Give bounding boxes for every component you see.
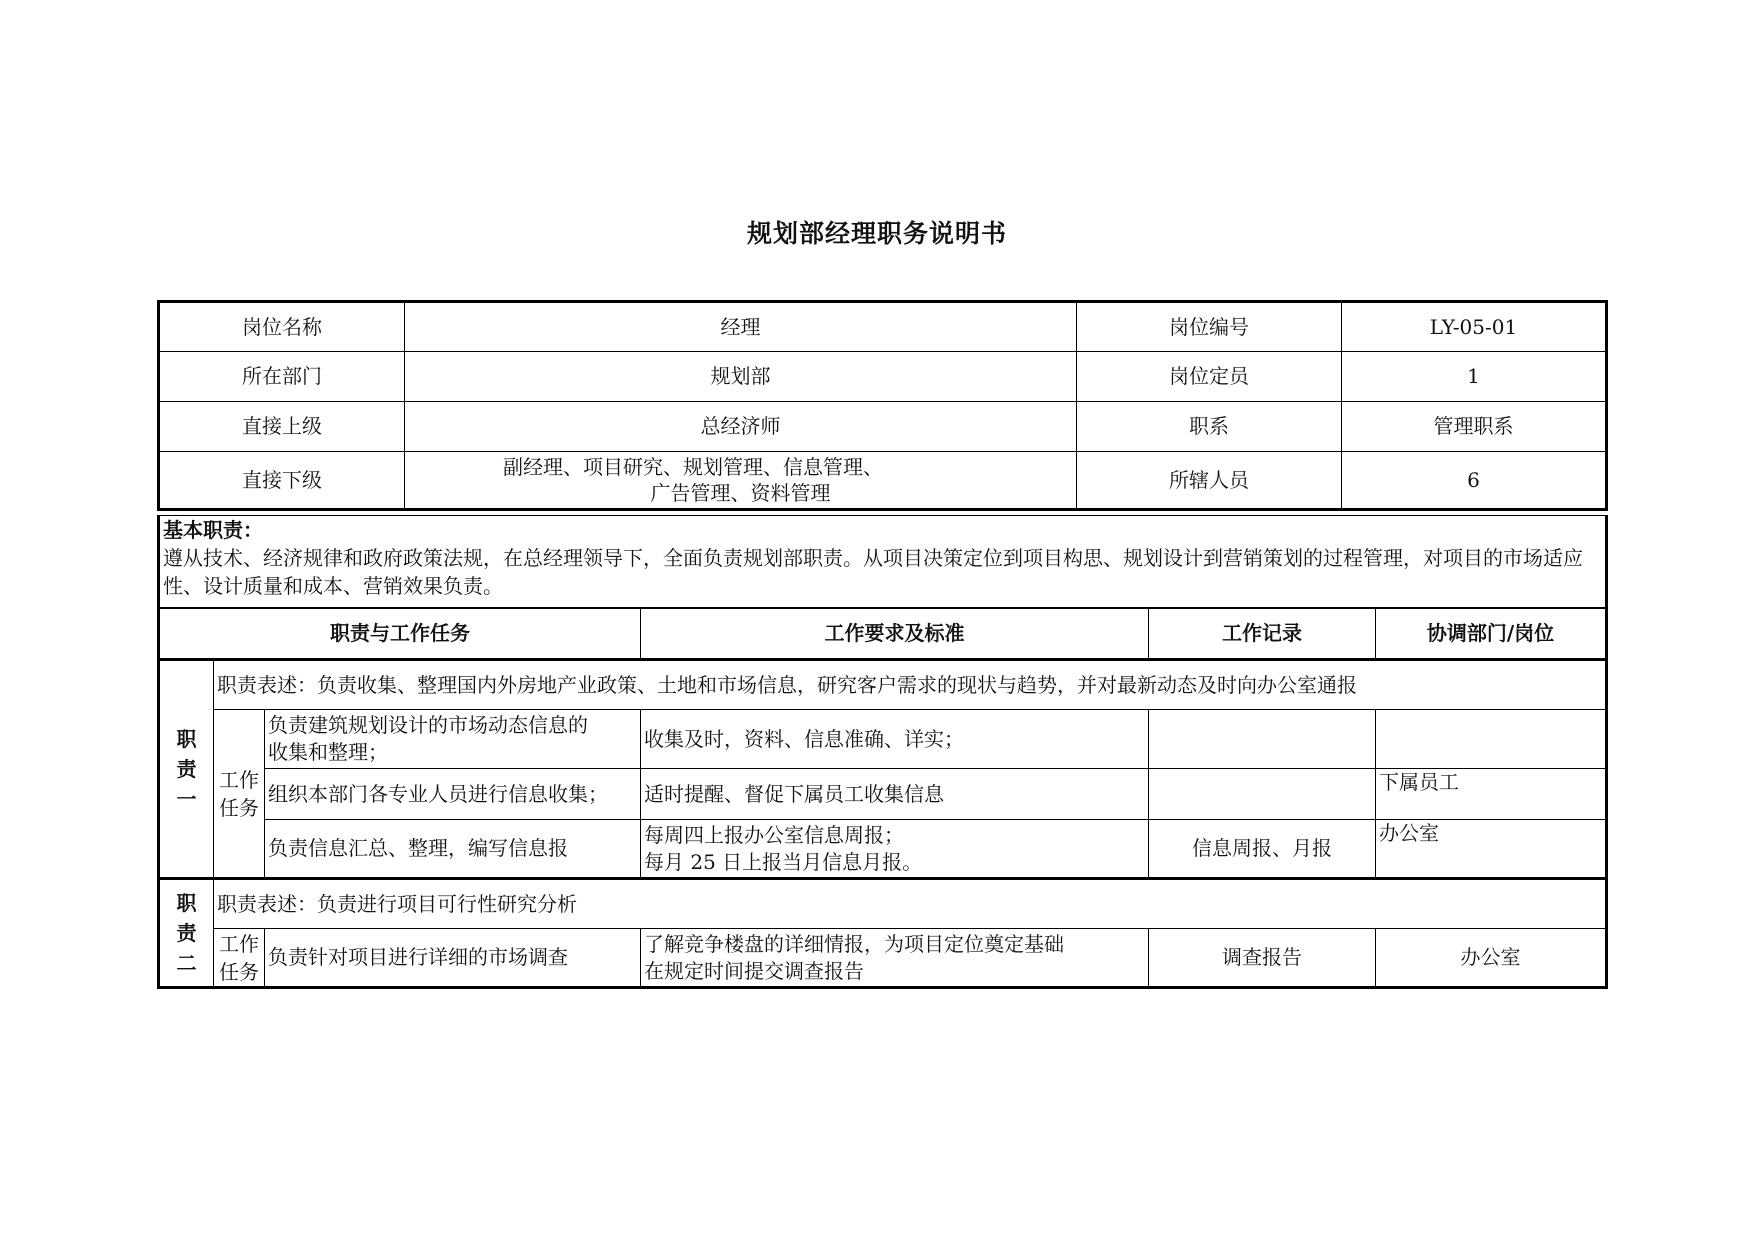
- task-cell: [265, 710, 641, 769]
- task-row: [159, 710, 1607, 769]
- info-label: 岗位名称: [159, 302, 405, 352]
- requirement-cell: 适时提醒、督促下属员工收集信息: [641, 769, 1149, 820]
- duty1-label: [159, 660, 214, 879]
- duty-char: 职: [176, 891, 197, 915]
- info-value: 经理: [405, 302, 1077, 352]
- info-label: 直接下级: [159, 452, 405, 510]
- info-value: LY-05-01: [1342, 302, 1607, 352]
- record-cell: 调查报告: [1149, 929, 1376, 988]
- info-label: 岗位编号: [1077, 302, 1342, 352]
- task-row: [159, 820, 1607, 879]
- task-cell: 负责针对项目进行详细的市场调查: [265, 929, 641, 988]
- requirement-cell: 收集及时，资料、信息准确、详实；: [641, 710, 1149, 769]
- info-value: 管理职系: [1342, 402, 1607, 452]
- task-text: 负责建筑规划设计的市场动态信息的: [268, 713, 588, 737]
- duties-table: [157, 515, 1608, 989]
- task-label: [214, 929, 265, 988]
- coordination-cell: [1376, 710, 1607, 769]
- info-value: 规划部: [405, 352, 1077, 402]
- position-info-table: [157, 300, 1608, 511]
- task-label-line: 工作: [219, 931, 259, 956]
- info-value: 6: [1342, 452, 1607, 510]
- task-cell: 负责信息汇总、整理，编写信息报: [265, 820, 641, 879]
- requirement-cell: [641, 820, 1149, 879]
- duty1-statement: 职责表述：负责收集、整理国内外房地产业政策、土地和市场信息，研究客户需求的现状与趋势，并对最新动态及时向办公室通报: [214, 660, 1607, 710]
- record-cell: [1149, 769, 1376, 820]
- duty-char: 责: [176, 757, 197, 781]
- duty2-statement: 职责表述：负责进行项目可行性研究分析: [214, 879, 1607, 929]
- requirement-text: 每月 25 日上报当月信息月报。: [644, 849, 923, 874]
- task-row: [159, 929, 1607, 988]
- info-row: [159, 402, 1607, 452]
- task-cell: 组织本部门各专业人员进行信息收集；: [265, 769, 641, 820]
- record-cell: [1149, 710, 1376, 769]
- task-label: [214, 710, 265, 879]
- header-requirements: 工作要求及标准: [641, 608, 1149, 660]
- info-row: [159, 352, 1607, 402]
- duty2-statement-row: [159, 879, 1607, 929]
- column-header-row: [159, 608, 1607, 660]
- info-value: 总经济师: [405, 402, 1077, 452]
- duty-char: 二: [176, 951, 197, 975]
- basic-duty-label: 基本职责：: [163, 518, 263, 542]
- basic-duty-row: [159, 516, 1607, 609]
- coordination-cell: 下属员工: [1376, 769, 1607, 820]
- record-cell: 信息周报、月报: [1149, 820, 1376, 879]
- requirement-text: 了解竞争楼盘的详细情报，为项目定位奠定基础: [644, 931, 1064, 956]
- basic-duty-text: 遵从技术、经济规律和政府政策法规，在总经理领导下，全面负责规划部职责。从项目决策定位到项目构思、规划设计到营销策划的过程管理，对项目的市场适应性、设计质量和成本、营销效果负责。: [163, 546, 1583, 598]
- task-label-line: 任务: [219, 795, 259, 820]
- coordination-cell: 办公室: [1376, 820, 1607, 879]
- task-label-line: 任务: [219, 959, 259, 984]
- info-label: 岗位定员: [1077, 352, 1342, 402]
- info-value: [405, 452, 1077, 510]
- duty1-statement-row: [159, 660, 1607, 710]
- task-label-line: 工作: [219, 767, 259, 792]
- info-row: [159, 452, 1607, 510]
- subordinates-line: 广告管理、资料管理: [650, 481, 831, 505]
- info-label: 所在部门: [159, 352, 405, 402]
- header-coordination: 协调部门/岗位: [1376, 608, 1607, 660]
- coordination-cell: 办公室: [1376, 929, 1607, 988]
- info-label: 职系: [1077, 402, 1342, 452]
- subordinates-line: 副经理、项目研究、规划管理、信息管理、: [503, 455, 883, 479]
- task-row: [159, 769, 1607, 820]
- info-label: 所辖人员: [1077, 452, 1342, 510]
- duty-char: 一: [176, 787, 197, 811]
- info-label: 直接上级: [159, 402, 405, 452]
- duty2-label: [159, 879, 214, 988]
- header-duty-tasks: 职责与工作任务: [159, 608, 641, 660]
- duty-char: 职: [176, 727, 197, 751]
- info-row: [159, 302, 1607, 352]
- info-value: 1: [1342, 352, 1607, 402]
- duty-char: 责: [176, 921, 197, 945]
- header-record: 工作记录: [1149, 608, 1376, 660]
- requirement-text: 在规定时间提交调查报告: [644, 958, 864, 983]
- requirement-cell: [641, 929, 1149, 988]
- task-text: 收集和整理；: [268, 740, 388, 764]
- page-title: 规划部经理职务说明书: [746, 219, 1007, 248]
- requirement-text: 每周四上报办公室信息周报；: [644, 822, 904, 847]
